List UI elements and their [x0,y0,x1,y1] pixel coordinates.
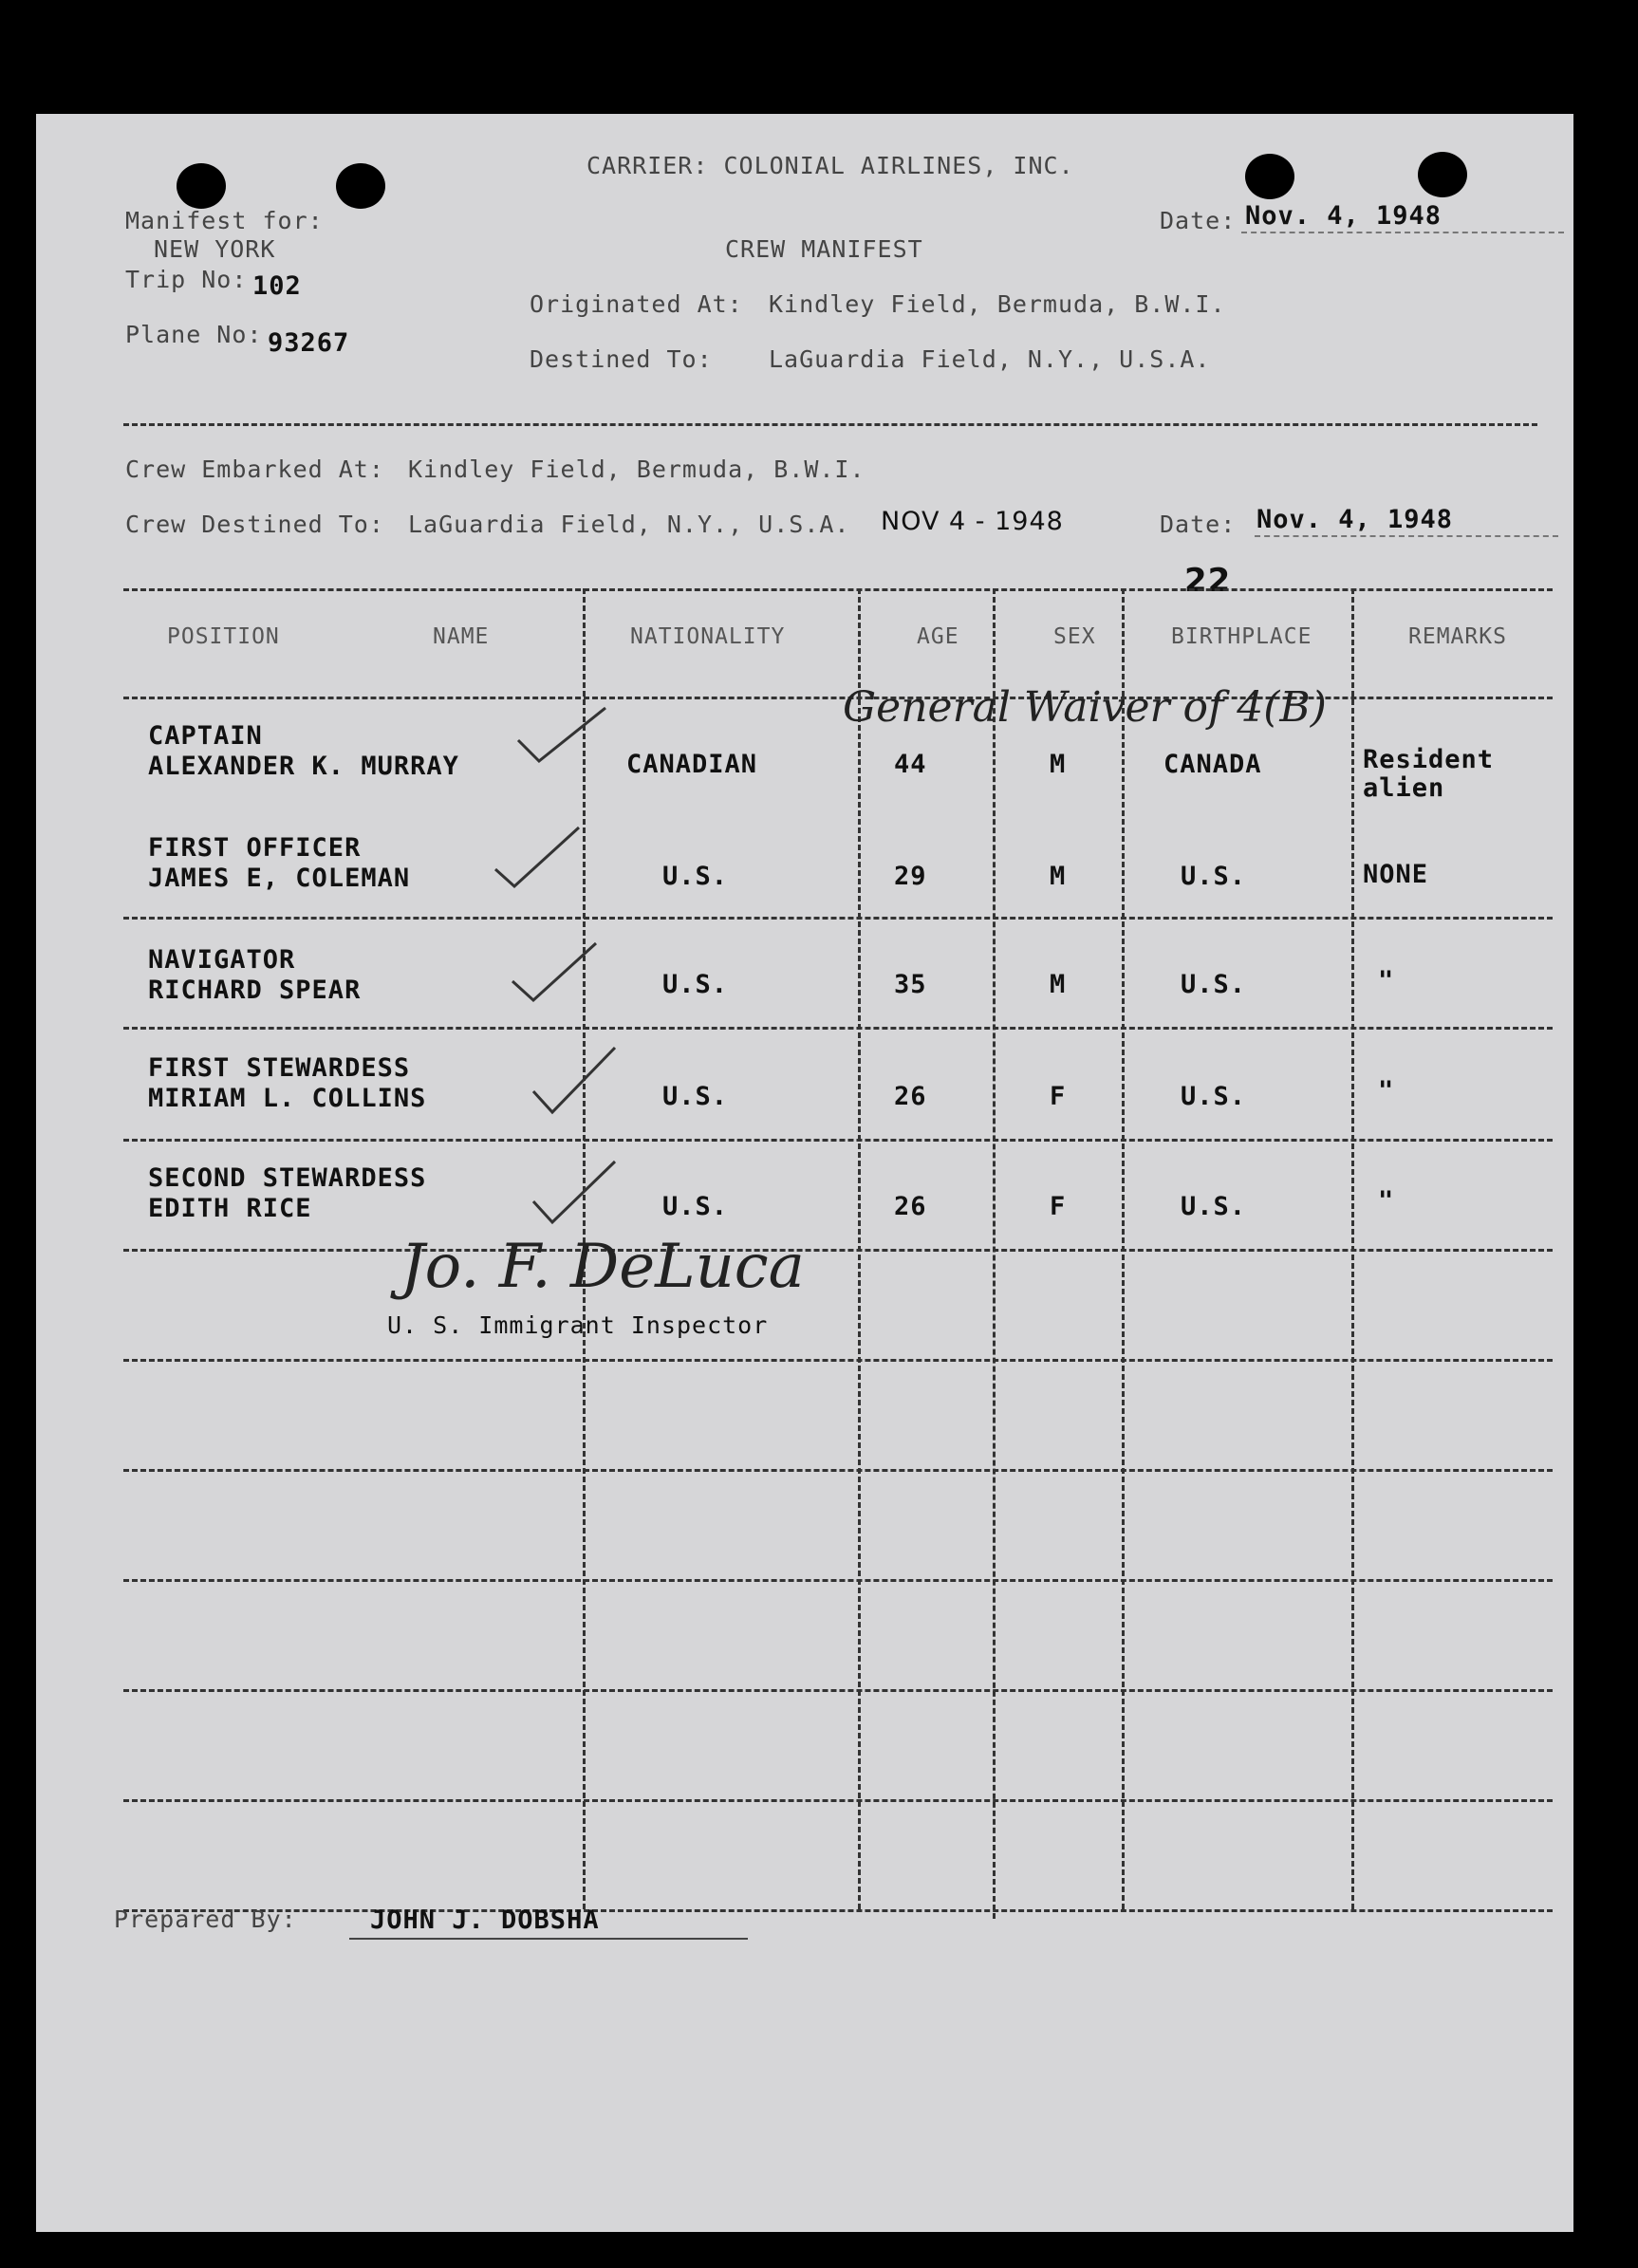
header-date-value: Nov. 4, 1948 [1245,201,1443,231]
check-mark [526,1152,630,1237]
waiver-annotation: General Waiver of 4(B) [843,683,1327,732]
row-rule [123,1249,1553,1252]
manifest-title: CREW MANIFEST [725,235,923,263]
trip-value: 102 [252,271,302,301]
row2-remarks: NONE [1363,860,1429,889]
trip-label: Trip No: [125,266,248,293]
row1-birthplace: CANADA [1163,750,1262,779]
embarked-value: Kindley Field, Bermuda, B.W.I. [408,455,866,483]
row5-nationality: U.S. [662,1192,729,1221]
row3-sex: M [1050,970,1067,999]
row2-name: JAMES E, COLEMAN [148,864,411,893]
row1-position: CAPTAIN [148,721,263,751]
column-header-age: AGE [917,624,959,649]
column-divider [858,588,861,1909]
row3-position: NAVIGATOR [148,945,296,975]
check-mark [505,934,609,1010]
column-header-birthplace: BIRTHPLACE [1171,624,1312,649]
column-header-sex: SEX [1053,624,1096,649]
row-rule [123,1359,1553,1362]
row2-birthplace: U.S. [1181,862,1247,891]
manifest-for-value: NEW YORK [154,235,276,263]
row-rule [123,1579,1553,1582]
header-date-label: Date: [1160,207,1237,234]
row3-age: 35 [894,970,927,999]
column-header-position: POSITION [167,624,280,649]
embarked-label: Crew Embarked At: [125,455,384,483]
check-mark [511,702,615,769]
crew-destined-label: Crew Destined To: [125,511,384,538]
row5-remarks: " [1378,1186,1395,1216]
originated-value: Kindley Field, Bermuda, B.W.I. [769,290,1226,318]
crew-destined-value: LaGuardia Field, N.Y., U.S.A. [408,511,850,538]
date-underline [1241,232,1564,233]
carrier-line: CARRIER: COLONIAL AIRLINES, INC. [586,152,1074,179]
row1-age: 44 [894,750,927,779]
plane-value: 93267 [268,328,350,358]
row4-sex: F [1050,1082,1067,1111]
table-top-rule [123,588,1553,591]
row2-age: 29 [894,862,927,891]
row5-position: SECOND STEWARDESS [148,1163,427,1193]
inspector-title: U. S. Immigrant Inspector [387,1311,769,1339]
row2-position: FIRST OFFICER [148,833,362,863]
column-divider [1351,588,1354,1909]
crew-date-label: Date: [1160,511,1237,538]
row-rule [123,917,1553,920]
row-rule [123,1799,1553,1802]
row3-nationality: U.S. [662,970,729,999]
crew-date-value: Nov. 4, 1948 [1256,505,1454,534]
row4-nationality: U.S. [662,1082,729,1111]
plane-label: Plane No: [125,321,263,348]
destined-value: LaGuardia Field, N.Y., U.S.A. [769,345,1211,373]
row2-sex: M [1050,862,1067,891]
inspector-signature: Jo. F. DeLuca [400,1232,805,1302]
manifest-page [36,114,1573,2232]
punch-hole [336,163,385,209]
destined-label: Destined To: [530,345,713,373]
prepared-by-value: JOHN J. DOBSHA [370,1905,600,1935]
header-bottom-rule [123,697,1553,699]
row4-birthplace: U.S. [1181,1082,1247,1111]
manifest-for-label: Manifest for: [125,207,324,234]
punch-hole [177,163,226,209]
column-header-remarks: REMARKS [1408,624,1507,649]
row5-age: 26 [894,1192,927,1221]
received-stamp: NOV 4 - 1948 [881,507,1064,536]
column-divider [993,588,996,1919]
punch-hole [1418,152,1467,197]
row-rule [123,1139,1553,1142]
row3-remarks: " [1378,966,1395,995]
row3-name: RICHARD SPEAR [148,976,362,1005]
row1-sex: M [1050,750,1067,779]
row-rule [123,1689,1553,1692]
crew-date-underline [1255,535,1558,537]
table-bottom-rule [123,1909,1553,1912]
row4-age: 26 [894,1082,927,1111]
column-divider [1122,588,1125,1909]
row1-nationality: CANADIAN [626,750,758,779]
row-rule [123,1027,1553,1030]
row1-name: ALEXANDER K. MURRAY [148,752,459,781]
originated-label: Originated At: [530,290,743,318]
row3-birthplace: U.S. [1181,970,1247,999]
row5-birthplace: U.S. [1181,1192,1247,1221]
row4-position: FIRST STEWARDESS [148,1053,411,1083]
prepared-by-underline [349,1938,748,1940]
row4-name: MIRIAM L. COLLINS [148,1084,427,1113]
row2-nationality: U.S. [662,862,729,891]
check-mark [488,820,592,896]
row1-remarks: Resident alien [1363,745,1495,803]
row5-name: EDITH RICE [148,1194,312,1223]
prepared-by-label: Prepared By: [114,1905,297,1933]
check-mark [526,1038,630,1124]
row4-remarks: " [1378,1076,1395,1106]
column-header-nationality: NATIONALITY [630,624,786,649]
punch-hole [1245,154,1294,199]
row5-sex: F [1050,1192,1067,1221]
header-divider [123,423,1537,426]
column-header-name: NAME [433,624,490,649]
stamped-number: 22 [1184,562,1232,600]
row-rule [123,1469,1553,1472]
